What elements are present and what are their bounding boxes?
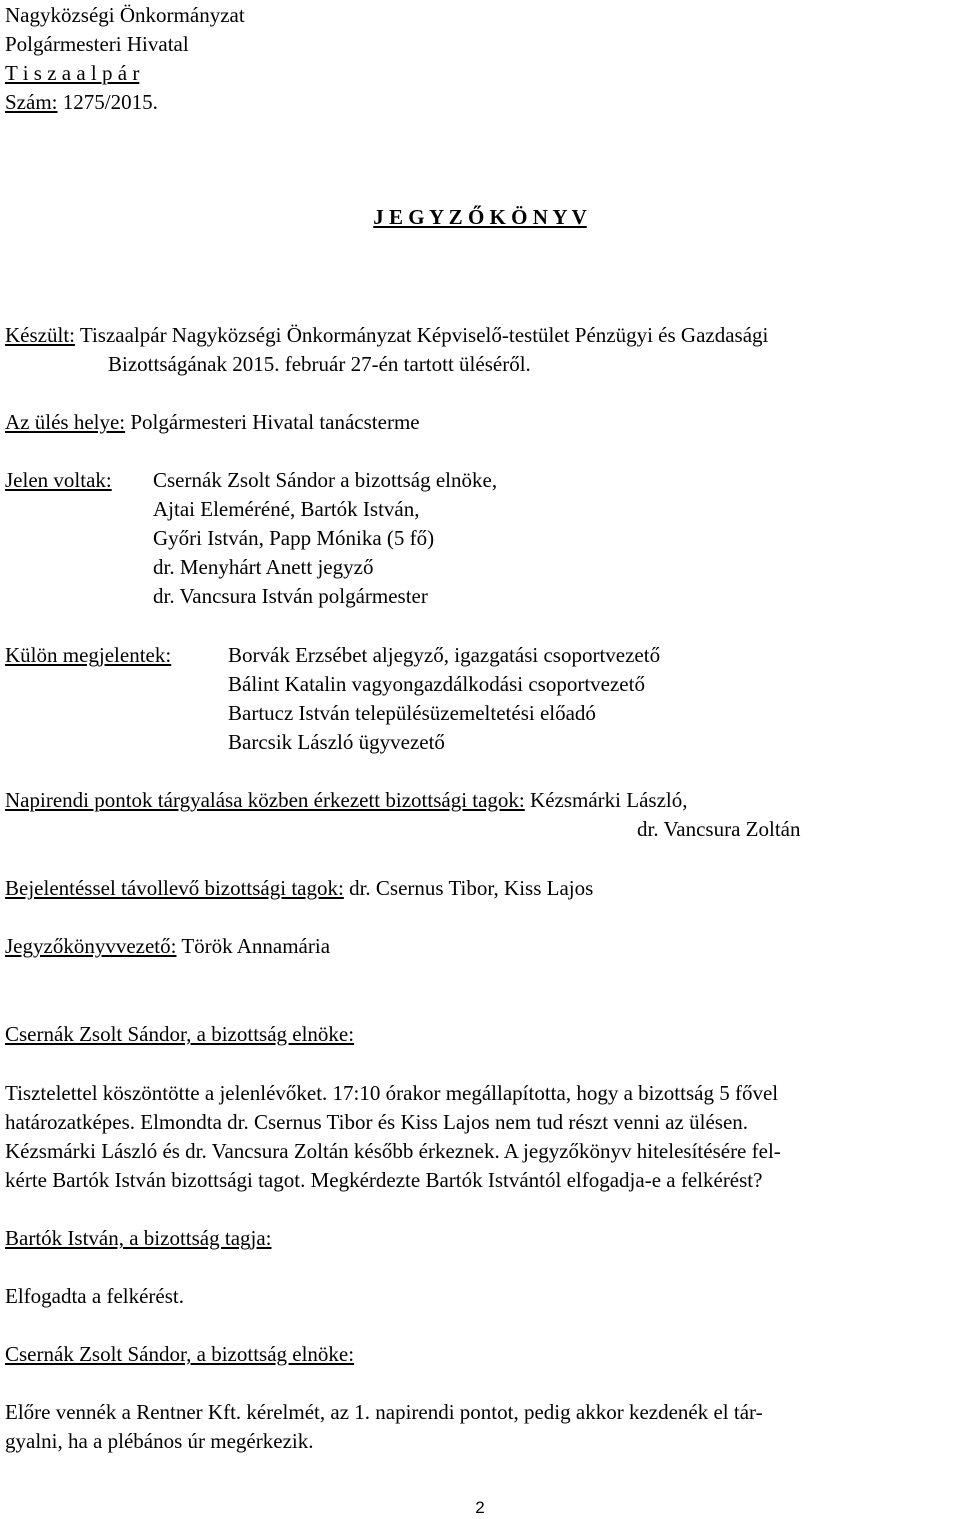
present-member: Győri István, Papp Mónika (5 fő) — [153, 526, 435, 550]
speech-paragraph — [5, 1398, 955, 1456]
document-number — [5, 89, 158, 115]
absent-label: Bejelentéssel távollevő bizottsági tagok: — [5, 876, 344, 900]
recorder-line — [5, 933, 330, 959]
made-line-1 — [5, 322, 768, 348]
page-number: 2 — [475, 1498, 485, 1517]
speaker-heading: Csernák Zsolt Sándor, a bizottság elnöke: — [5, 1022, 355, 1046]
org-name: Nagyközségi Önkormányzat — [5, 3, 245, 27]
present-member: dr. Vancsura István polgármester — [153, 584, 428, 608]
present-member: Ajtai Eleméréné, Bartók István, — [153, 497, 420, 521]
speech-line: kérte Bartók István bizottsági tagot. Megkérdezte Bartók Istvántól elfogadja-e a felkérést? — [5, 1168, 763, 1192]
invited-person: Barcsik László ügyvezető — [228, 730, 445, 754]
invited-person: Borvák Erzsébet aljegyző, igazgatási csoportvezető — [228, 643, 661, 667]
venue-label: Az ülés helye: — [5, 410, 126, 434]
absent-names: dr. Csernus Tibor, Kiss Lajos — [343, 876, 594, 900]
late-arrivals-line — [5, 787, 687, 813]
made-label: Készült: — [5, 323, 75, 347]
invited-person: Bartucz István településüzemeltetési előadó — [228, 701, 596, 725]
town-name: T i s z a a l p á r — [5, 61, 140, 85]
speech-line: Kézsmárki László és dr. Vancsura Zoltán később érkeznek. A jegyzőkönyv hitelesítésére fel- — [5, 1139, 781, 1163]
speech-paragraph — [5, 1079, 955, 1195]
late-arrival-name: dr. Vancsura Zoltán — [637, 817, 801, 841]
recorder-name: Török Annamária — [176, 934, 331, 958]
title-text: J E G Y Z Ő K Ö N Y V — [373, 205, 587, 229]
late-arrival-name: Kézsmárki László, — [524, 788, 688, 812]
made-line-2: Bizottságának 2015. február 27-én tartott üléséről. — [108, 352, 531, 376]
present-member: dr. Menyhárt Anett jegyző — [153, 555, 374, 579]
number-value: 1275/2015. — [57, 90, 158, 114]
speech-line: Tisztelettel köszöntötte a jelenlévőket. 17:10 órakor megállapította, hogy a bizottság 5 fővel — [5, 1081, 779, 1105]
venue-line — [5, 409, 420, 435]
speech-line: Előre vennék a Rentner Kft. kérelmét, az 1. napirendi pontot, pedig akkor kezdenék el tár- — [5, 1400, 763, 1424]
present-label: Jelen voltak: — [5, 468, 112, 492]
speaker-heading: Csernák Zsolt Sándor, a bizottság elnöke: — [5, 1342, 355, 1366]
present-member: Csernák Zsolt Sándor a bizottság elnöke, — [153, 468, 498, 492]
venue-value: Polgármesteri Hivatal tanácsterme — [125, 410, 420, 434]
speech-line: gyalni, ha a plébános úr megérkezik. — [5, 1429, 314, 1453]
document-title — [0, 205, 960, 230]
invited-label: Külön megjelentek: — [5, 643, 172, 667]
recorder-label: Jegyzőkönyvvezető: — [5, 934, 177, 958]
office-name: Polgármesteri Hivatal — [5, 32, 189, 56]
speaker-heading: Bartók István, a bizottság tagja: — [5, 1226, 272, 1250]
late-arrivals-label: Napirendi pontok tárgyalása közben érkezett bizottsági tagok: — [5, 788, 525, 812]
speech-text: Elfogadta a felkérést. — [5, 1284, 184, 1308]
speech-line: határozatképes. Elmondta dr. Csernus Tibor és Kiss Lajos nem tud részt venni az ülésen. — [5, 1110, 749, 1134]
absent-line — [5, 875, 593, 901]
invited-person: Bálint Katalin vagyongazdálkodási csoportvezető — [228, 672, 645, 696]
made-text: Tiszaalpár Nagyközségi Önkormányzat Képviselő-testület Pénzügyi és Gazdasági — [74, 323, 769, 347]
number-label: Szám: — [5, 90, 58, 114]
